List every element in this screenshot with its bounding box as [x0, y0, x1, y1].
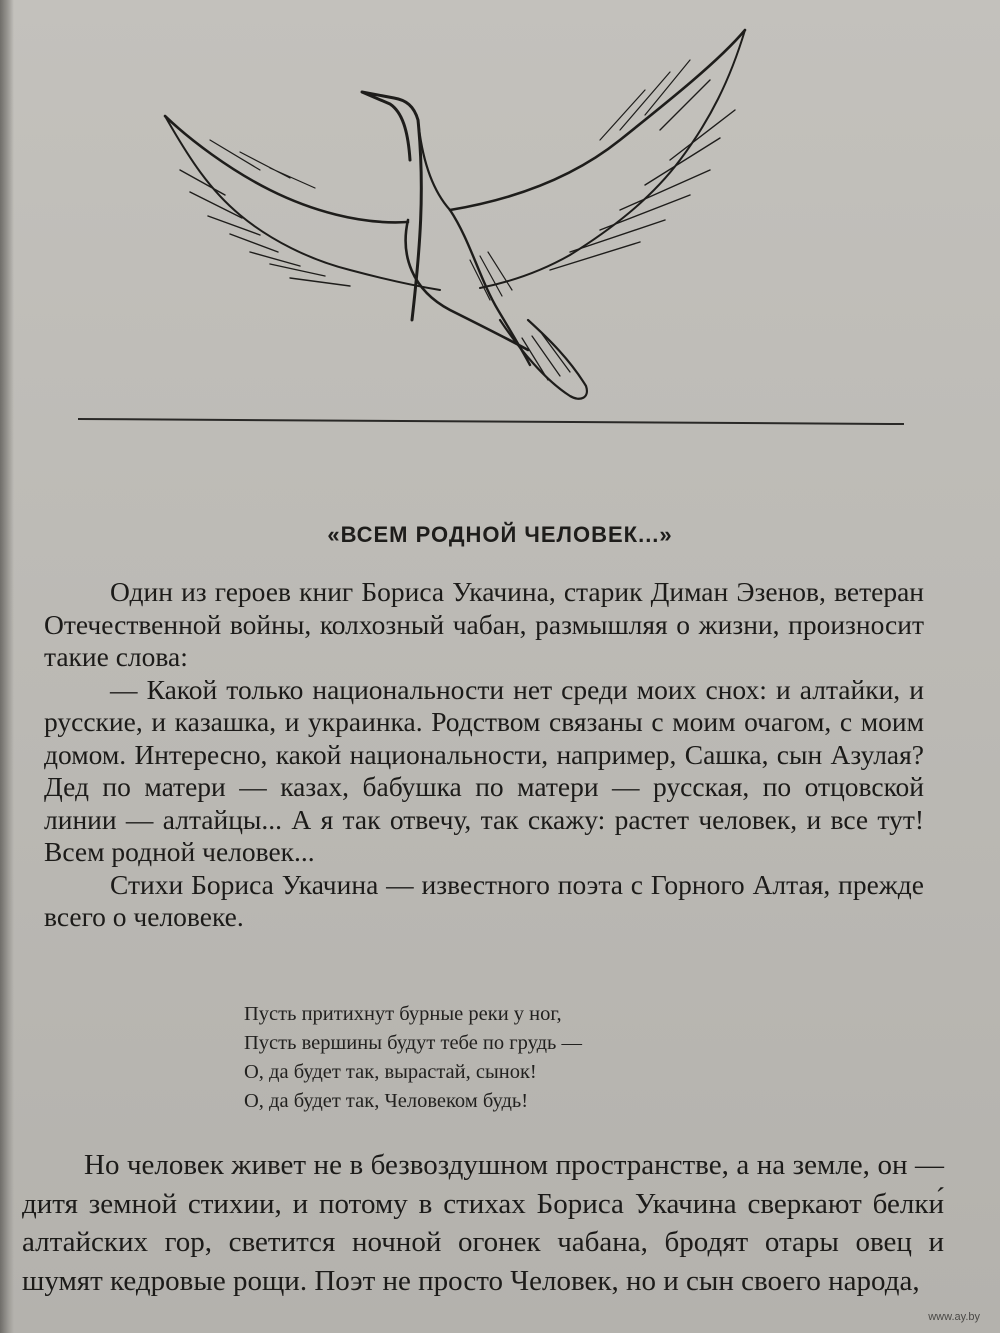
paragraph: Один из героев книг Бориса Укачина, старик Диман Эзенов, ветеран Отечественной войны, колхозный чабан, размышляя о жизни, произносит такие слова: — [44, 576, 924, 672]
poem-line: Пусть притихнут бурные реки у ног, — [244, 1003, 562, 1025]
flying-bird-icon — [150, 20, 770, 410]
poem-line: О, да будет так, Человеком будь! — [244, 1090, 529, 1112]
paragraph: Но человек живет не в безвоздушном пространстве, а на земле, он — дитя земной стихии, и потому в стихах Бориса Укачина сверкают белки́ алтайских гор, светится ночной огонек чабана, бродят отары овец и шумят кедровые рощи. Поэт не просто Человек, но и сын своего народа, — [22, 1149, 944, 1297]
paragraph: — Какой только национальности нет среди моих снох: и алтайки, и русские, и казашка, и украинка. Родством связаны с моим очагом, с моим домом. Интересно, какой национальности, например, Сашка, сын Азулая? Дед по матери — казах, бабушка по матери — русская, по отцовской линии — алтайцы... А я так отвечу, так скажу: растет человек, и все тут! Всем родной человек... — [44, 673, 924, 867]
page-binding-edge — [0, 0, 14, 1333]
poem-line: Пусть вершины будут тебе по грудь — — [244, 1032, 583, 1054]
body-text — [44, 576, 924, 934]
paragraph: Стихи Бориса Укачина — известного поэта с Горного Алтая, прежде всего о человеке. — [44, 868, 924, 932]
chapter-title: «ВСЕМ РОДНОЙ ЧЕЛОВЕК...» — [327, 522, 673, 547]
body-text-continued — [22, 1146, 944, 1300]
section-divider — [78, 418, 904, 425]
poem-line: О, да будет так, вырастай, сынок! — [244, 1061, 537, 1083]
poem-stanza — [244, 1000, 804, 1116]
watermark: www.ay.by — [928, 1311, 980, 1323]
